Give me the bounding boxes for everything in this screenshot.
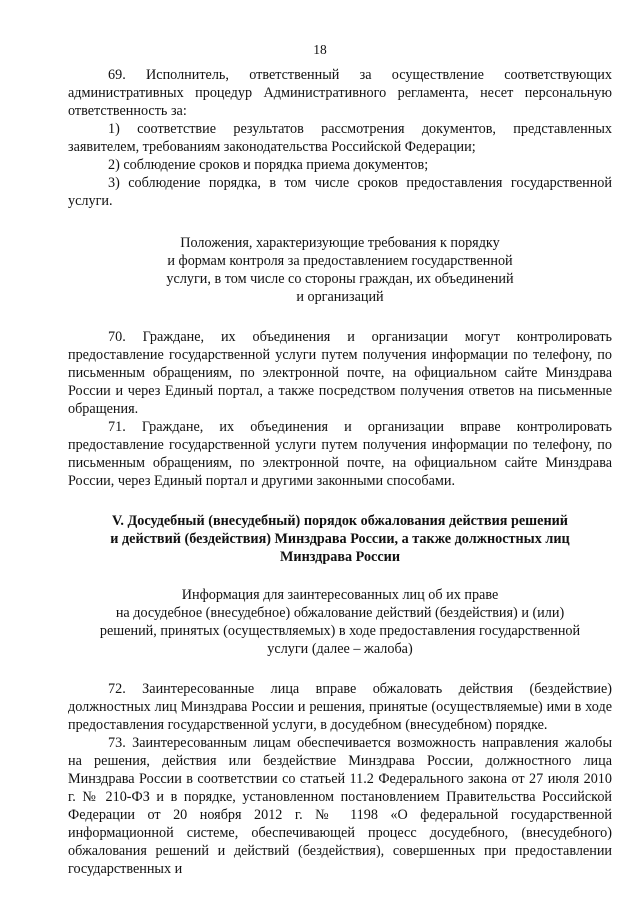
paragraph-69-item-3: 3) соблюдение порядка, в том числе сроков предоставления государственной услуги.: [68, 175, 612, 209]
paragraph-69: 69. Исполнитель, ответственный за осуществление соответствующих административных процедур Административного регламента, несет персональную ответственность за:: [68, 67, 612, 119]
paragraph-72: 72. Заинтересованные лица вправе обжаловать действия (бездействие) должностных лиц Минздрава России и решения, принятые (осуществляемые) ими в ходе предоставления государственной услуги, в досудебном (внесудебном) порядке.: [68, 681, 612, 733]
heading-line: услуги (далее – жалоба): [267, 641, 413, 657]
heading-line: Информация для заинтересованных лиц об их праве: [181, 587, 499, 603]
heading-line: услуги, в том числе со стороны граждан, их объединений: [166, 271, 514, 287]
heading-line: и организаций: [296, 289, 384, 305]
paragraph-69-item-1: 1) соответствие результатов рассмотрения документов, представленных заявителем, требованиям законодательства Российской Федерации;: [68, 121, 612, 155]
document-body: [68, 66, 612, 878]
heading-control-requirements: [68, 234, 612, 306]
page-number: 18: [313, 42, 327, 57]
heading-line: и действий (бездействия) Минздрава России, а также должностных лиц: [110, 531, 570, 547]
heading-line: Положения, характеризующие требования к порядку: [180, 235, 500, 251]
paragraph-71: 71. Граждане, их объединения и организации вправе контролировать предоставление государственной услуги путем получения информации по телефону, по письменным обращениям, по электронной почте, на официальном сайте Минздрава России, через Единый портал и другими законными способами.: [68, 419, 612, 489]
paragraph-69-item-2: 2) соблюдение сроков и порядка приема документов;: [108, 157, 429, 173]
section-v-heading: [68, 512, 612, 566]
paragraph-73: 73. Заинтересованным лицам обеспечивается возможность направления жалобы на решения, действия или бездействие Минздрава России, должностного лица Минздрава России в соответствии со статьей 11.2 Федерального закона от 27 июля 2010 г. № 210-ФЗ и в порядке, установленном постановлением Правительства Российской Федерации от 20 ноября 2012 г. № 1198 «О федеральной государственной информационной системе, обеспечивающей процесс досудебного, (внесудебного) обжалования решений и действий (бездействия), совершенных при предоставлении государственных и: [68, 735, 612, 877]
heading-line: и формам контроля за предоставлением государственной: [167, 253, 513, 269]
heading-line: решений, принятых (осуществляемых) в ходе предоставления государственной: [99, 623, 581, 639]
heading-complaint-info: [68, 586, 612, 658]
heading-line: V. Досудебный (внесудебный) порядок обжалования действия решений: [112, 513, 568, 529]
heading-line: Минздрава России: [280, 549, 400, 565]
paragraph-70: 70. Граждане, их объединения и организации могут контролировать предоставление государственной услуги путем получения информации по телефону, по письменным обращениям, по электронной почте, на официальном сайте Минздрава России и через Единый портал, а также посредством получения ответов на письменные обращения.: [68, 329, 612, 417]
heading-line: на досудебное (внесудебное) обжалование действий (бездействия) и (или): [115, 605, 565, 621]
